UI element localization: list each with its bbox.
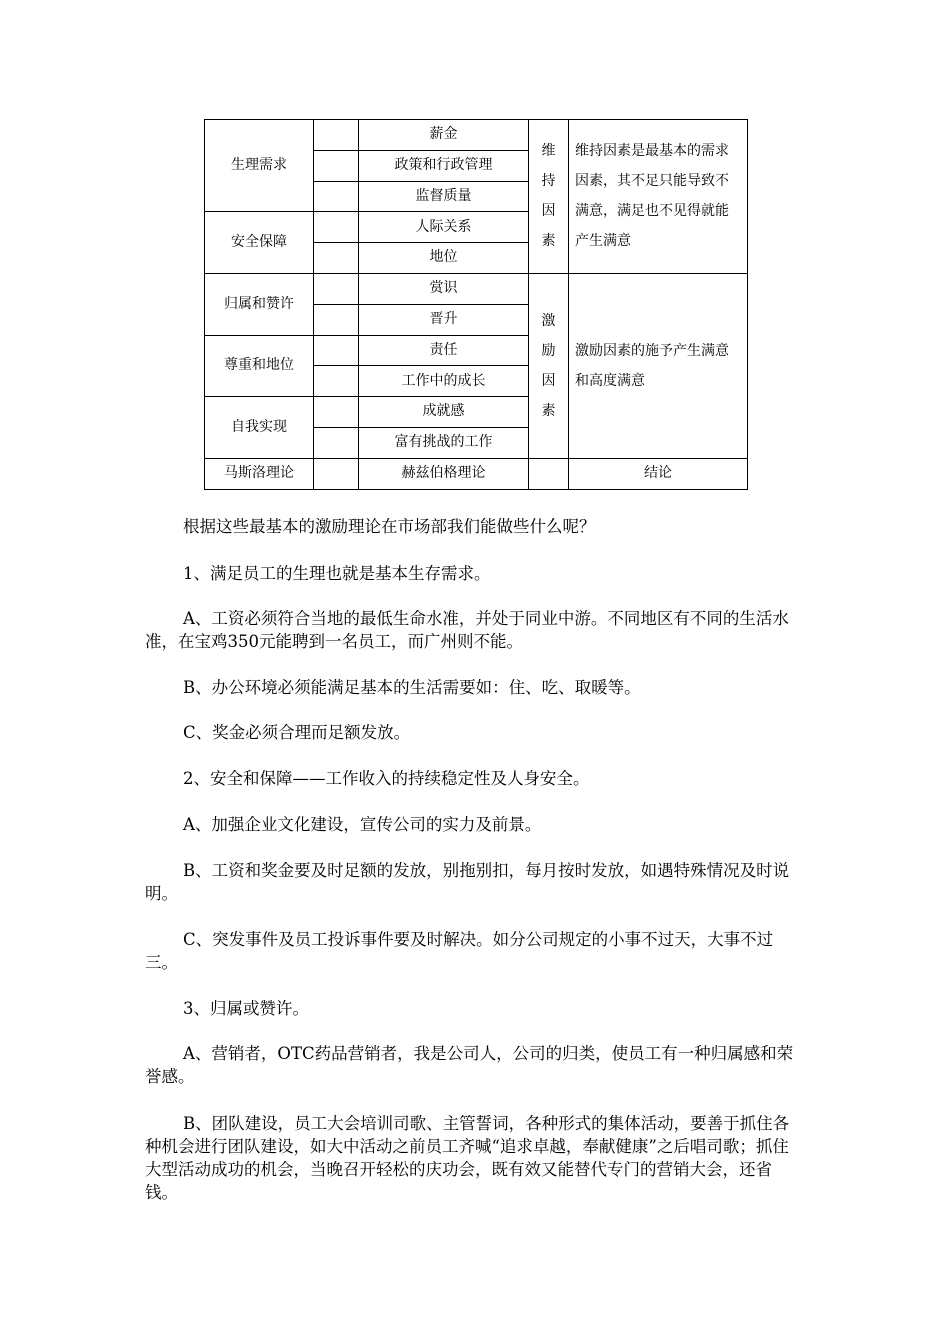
- paragraph: 1、满足员工的生理也就是基本生存需求。: [183, 564, 491, 583]
- herzberg-cell: 赏识: [359, 273, 529, 304]
- maintain-conclusion-text: 维持因素是最基本的需求因素，其不足只能导致不满意，满足也不见得就能产生满意: [575, 143, 729, 249]
- herzberg-cell: 成就感: [359, 397, 529, 428]
- blank-cell: [314, 212, 359, 243]
- motivate-conclusion: [569, 273, 748, 458]
- paragraph: B、办公环境必须能满足基本的生活需要如：住、吃、取暖等。: [183, 678, 641, 697]
- paragraph: A、营销者，OTC药品营销者，我是公司人，公司的归类，使员工有一种归属感和荣誉感。: [145, 1044, 794, 1086]
- paragraph: C、突发事件及员工投诉事件要及时解决。如分公司规定的小事不过天，大事不过三。: [145, 930, 774, 972]
- footer-conclusion: 结论: [569, 458, 748, 489]
- maslow-cell: 尊重和地位: [205, 335, 314, 397]
- motivate-conclusion-text: 激励因素的施予产生满意和高度满意: [575, 342, 729, 389]
- herzberg-cell: 地位: [359, 243, 529, 274]
- blank-cell: [314, 181, 359, 212]
- paragraph: 2、安全和保障——工作收入的持续稳定性及人身安全。: [183, 769, 590, 788]
- footer-herzberg: 赫兹伯格理论: [359, 458, 529, 489]
- blank-cell: [314, 273, 359, 304]
- herzberg-cell: 工作中的成长: [359, 366, 529, 397]
- paragraph: C、奖金必须合理而足额发放。: [183, 723, 411, 742]
- herzberg-cell: 晋升: [359, 304, 529, 335]
- blank-cell: [314, 458, 359, 489]
- blank-cell: [314, 335, 359, 366]
- herzberg-cell: 政策和行政管理: [359, 150, 529, 181]
- footer-maslow: 马斯洛理论: [205, 458, 314, 489]
- paragraph: 根据这些最基本的激励理论在市场部我们能做些什么呢？: [183, 517, 596, 536]
- herzberg-cell: 富有挑战的工作: [359, 427, 529, 458]
- blank-cell: [314, 304, 359, 335]
- herzberg-cell: 监督质量: [359, 181, 529, 212]
- herzberg-cell: 人际关系: [359, 212, 529, 243]
- paragraph: B、工资和奖金要及时足额的发放，别拖别扣，每月按时发放，如遇特殊情况及时说明。: [145, 861, 790, 903]
- blank-cell: [314, 150, 359, 181]
- herzberg-cell: 责任: [359, 335, 529, 366]
- paragraph: B、团队建设，员工大会培训司歌、主管誓词，各种形式的集体活动，要善于抓住各种机会进行团队建设，如大中活动之前员工齐喊“追求卓越，奉献健康”之后唱司歌；抓住大型活动成功的机会，当晚召开轻松的庆功会，既有效又能替代专门的营销大会，还省钱。: [145, 1114, 790, 1202]
- blank-cell: [314, 427, 359, 458]
- maslow-cell: 安全保障: [205, 212, 314, 274]
- blank-cell: [314, 243, 359, 274]
- blank-cell: [314, 397, 359, 428]
- blank-cell: [529, 458, 569, 489]
- herzberg-cell: 薪金: [359, 120, 529, 151]
- maslow-cell: 自我实现: [205, 397, 314, 459]
- maintain-factor-label: [529, 120, 569, 274]
- paragraph: 3、归属或赞许。: [183, 999, 309, 1018]
- blank-cell: [314, 120, 359, 151]
- paragraph: A、加强企业文化建设，宣传公司的实力及前景。: [183, 815, 542, 834]
- motivate-factor-text: 激励因素: [541, 312, 556, 419]
- paragraph: A、工资必须符合当地的最低生命水准，并处于同业中游。不同地区有不同的生活水准，在宝鸡350元能聘到一名员工，而广州则不能。: [145, 609, 789, 651]
- maslow-cell: 生理需求: [205, 120, 314, 212]
- motivate-factor-label: [529, 273, 569, 458]
- maintain-conclusion: [569, 120, 748, 274]
- maslow-cell: 归属和赞许: [205, 273, 314, 335]
- motivation-theory-table: [204, 119, 748, 490]
- maintain-factor-text: 维持因素: [541, 143, 556, 250]
- blank-cell: [314, 366, 359, 397]
